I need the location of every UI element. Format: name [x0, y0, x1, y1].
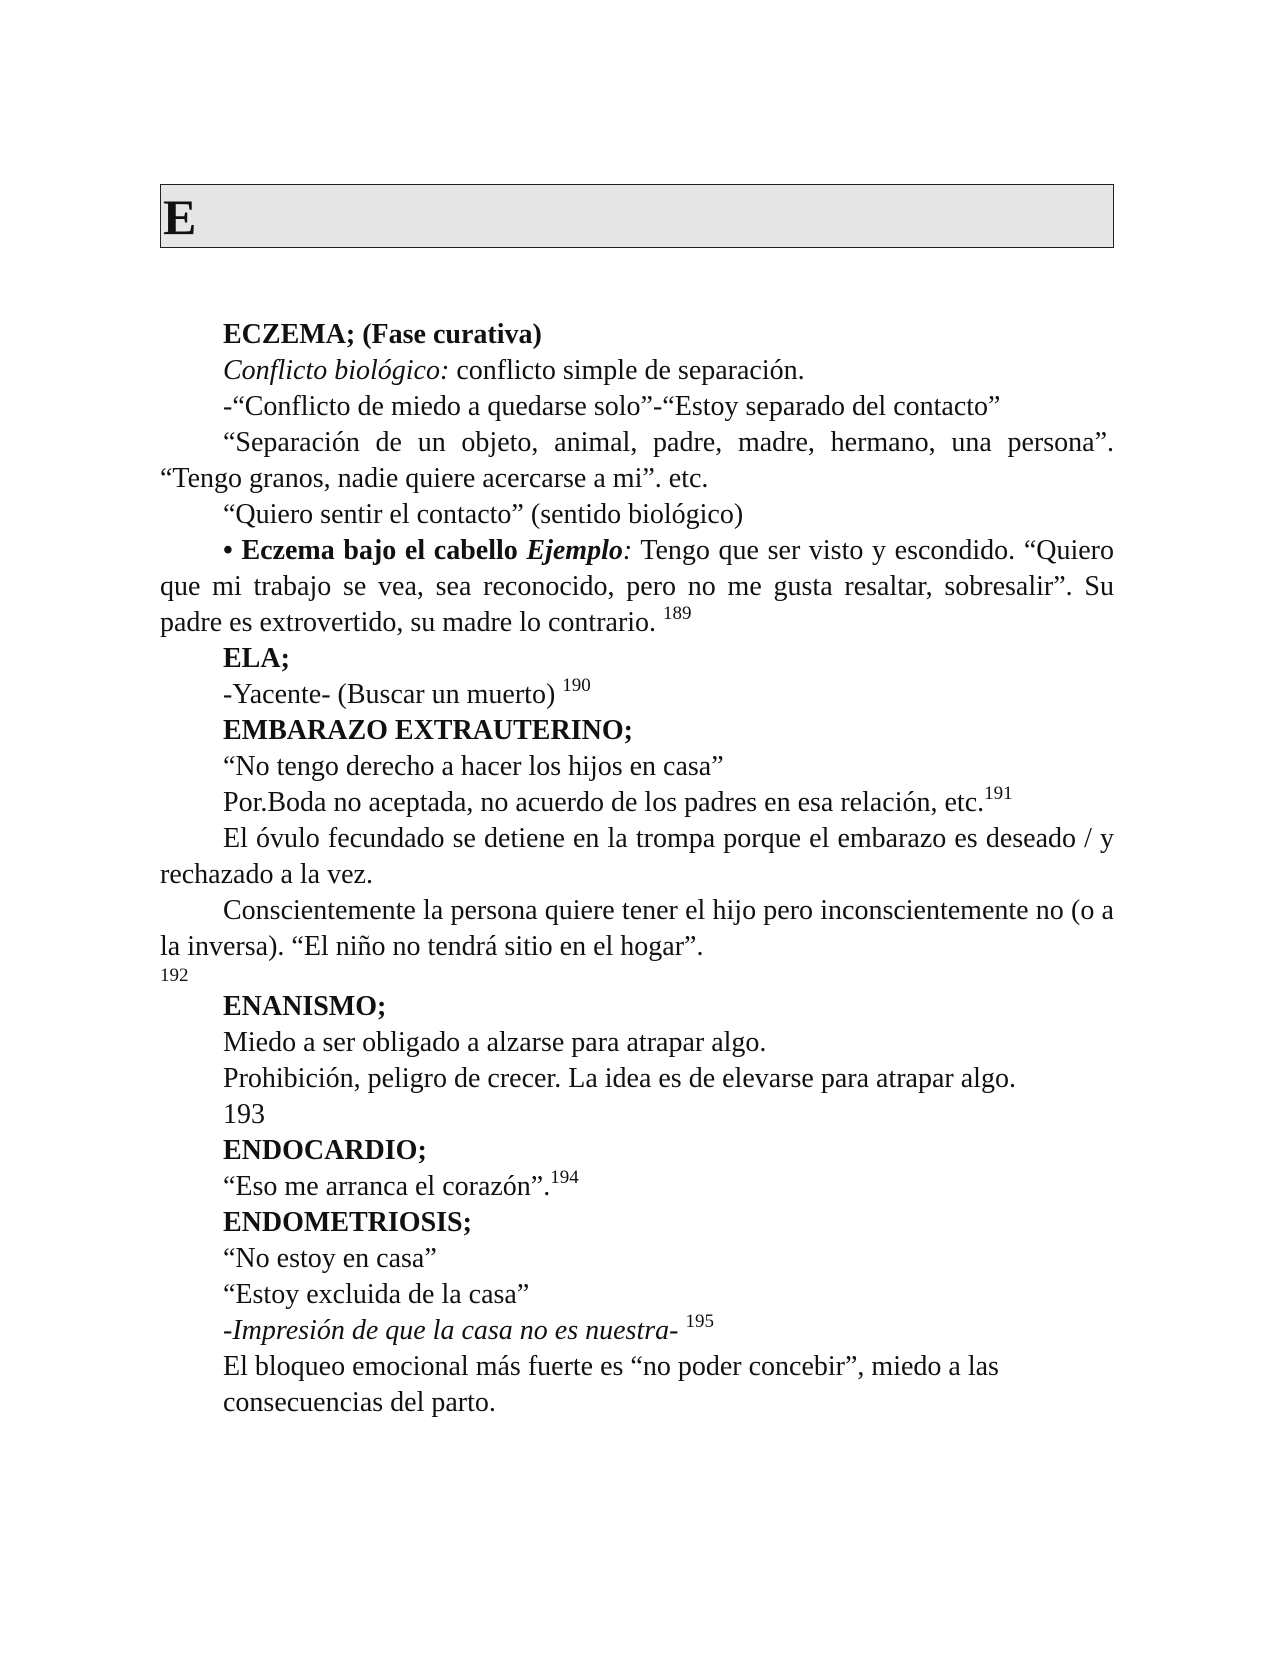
ela-heading: ELA;: [223, 643, 290, 674]
footnote-ref: 189: [663, 602, 692, 624]
enanismo-line-2: Prohibición, peligro de crecer. La idea es de elevarse para atrapar algo.: [223, 1063, 1016, 1094]
endometriosis-line-4: El bloqueo emocional más fuerte es “no poder concebir”, miedo a las consecuencias del parto.: [223, 1351, 999, 1418]
footnote-ref: 192: [160, 965, 189, 986]
document-body: [160, 317, 1114, 1421]
embarazo-line-1: “No tengo derecho a hacer los hijos en casa”: [223, 751, 724, 782]
footnote-ref: 190: [562, 674, 591, 696]
enanismo-note: 193: [223, 1099, 265, 1130]
conflict-label: Conflicto biológico:: [223, 355, 450, 386]
eczema-line-3: “Quiero sentir el contacto” (sentido biológico): [223, 499, 744, 530]
endometriosis-heading: ENDOMETRIOSIS;: [223, 1207, 472, 1238]
endometriosis-line-1: “No estoy en casa”: [223, 1243, 437, 1274]
embarazo-line-4: Conscientemente la persona quiere tener el hijo pero inconscientemente no (o a la inversa). “El niño no tendrá sitio en el hogar”.: [160, 895, 1114, 962]
embarazo-heading: EMBARAZO EXTRAUTERINO;: [223, 715, 633, 746]
embarazo-line-3: El óvulo fecundado se detiene en la trompa porque el embarazo es deseado / y rechazado a la vez.: [160, 823, 1114, 890]
endometriosis-line-2: “Estoy excluida de la casa”: [223, 1279, 530, 1310]
eczema-conflict: Conflicto biológico: conflicto simple de separación.: [223, 355, 805, 386]
endocardio-line-1: “Eso me arranca el corazón”.$^{194}$: [223, 1166, 579, 1202]
ela-line-1: -Yacente- (Buscar un muerto) $^{190}$: [223, 674, 591, 710]
eczema-heading: ECZEMA; (Fase curativa): [223, 319, 542, 350]
section-letter-box: [160, 184, 1114, 248]
enanismo-line-1: Miedo a ser obligado a alzarse para atrapar algo.: [223, 1027, 767, 1058]
eczema-line-1: -“Conflicto de miedo a quedarse solo”-“Estoy separado del contacto”: [223, 391, 1001, 422]
eczema-example: • Eczema bajo el cabello Ejemplo: Tengo que ser visto y escondido. “Quiero que mi trabajo se vea, sea reconocido, pero no me gusta resaltar, sobresalir”. Su padre es extrovertido, su madre lo contrario. $^{189}$: [160, 535, 1115, 638]
footnote-ref: 191: [984, 782, 1013, 804]
enanismo-heading: ENANISMO;: [223, 991, 387, 1022]
section-letter: E: [163, 189, 197, 245]
endocardio-heading: ENDOCARDIO;: [223, 1135, 427, 1166]
eczema-line-2: “Separación de un objeto, animal, padre, madre, hermano, una persona”. “Tengo granos, nadie quiere acercarse a mi”. etc.: [160, 427, 1114, 494]
endometriosis-line-3: -Impresión de que la casa no es nuestra- $^{195}$: [223, 1310, 714, 1346]
embarazo-line-2: Por.Boda no aceptada, no acuerdo de los padres en esa relación, etc.$^{191}$: [223, 782, 1013, 818]
footnote-ref: 195: [685, 1310, 714, 1332]
footnote-ref: 194: [550, 1166, 579, 1188]
